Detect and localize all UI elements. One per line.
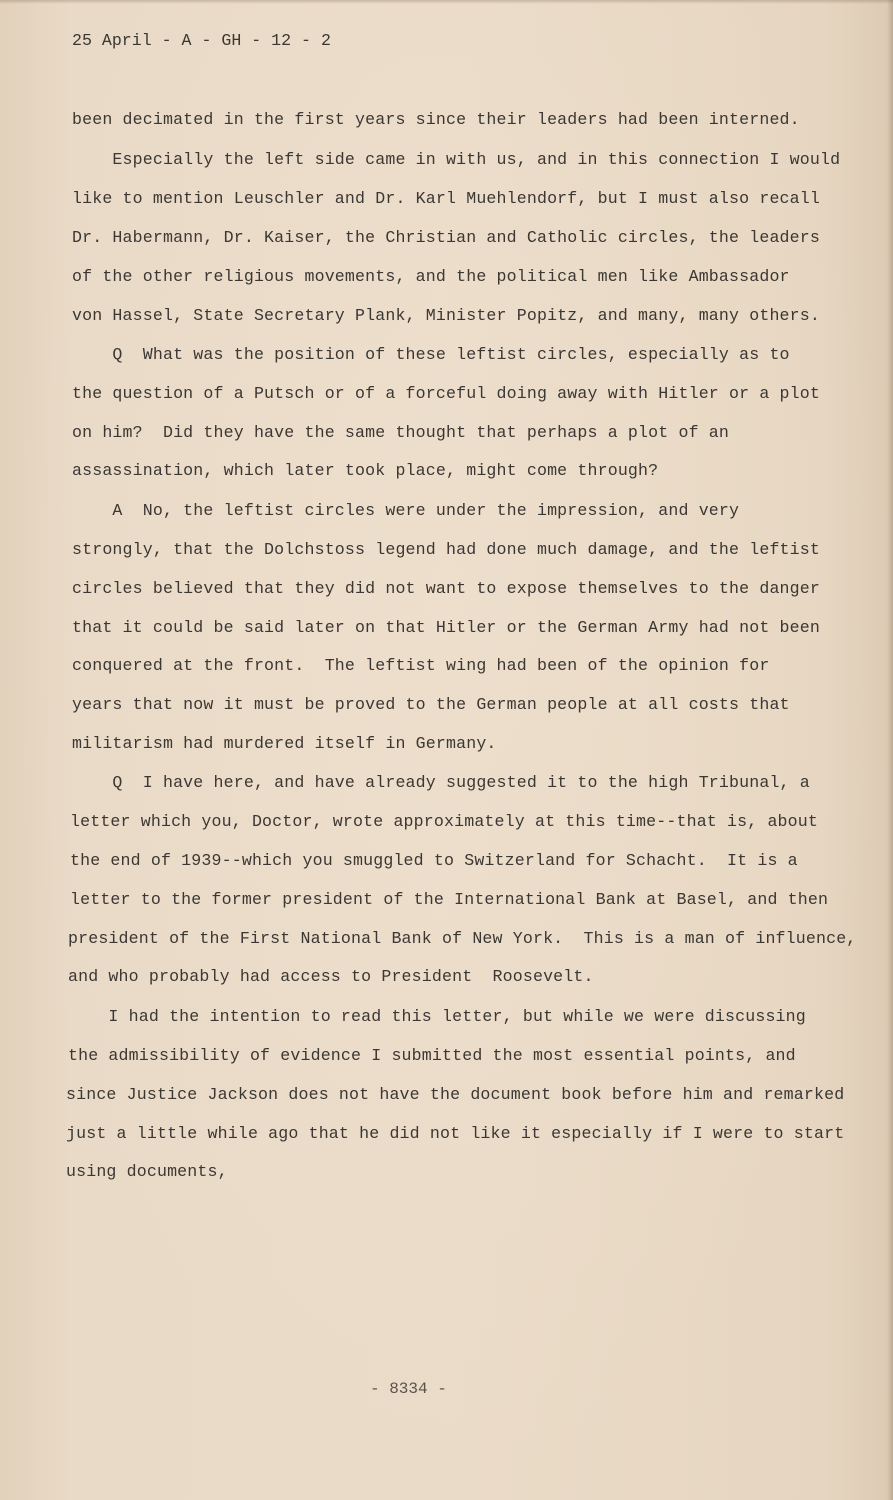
page-header: 25 April - A - GH - 12 - 2 <box>72 31 331 50</box>
page-right-edge <box>887 0 893 1500</box>
text-line: I had the intention to read this letter, but while we were discussing <box>68 1007 806 1026</box>
page-number: - 8334 - <box>370 1380 447 1398</box>
text-line: the admissibility of evidence I submitted the most essential points, and <box>68 1046 796 1065</box>
text-line: militarism had murdered itself in Germany. <box>72 734 497 753</box>
text-line: and who probably had access to President Roosevelt. <box>68 967 594 986</box>
text-line: like to mention Leuschler and Dr. Karl Muehlendorf, but I must also recall <box>72 189 820 208</box>
text-line: Q What was the position of these leftist circles, especially as to <box>72 345 790 364</box>
text-line: conquered at the front. The leftist wing had been of the opinion for <box>72 656 770 675</box>
text-line: of the other religious movements, and the political men like Ambassador <box>72 267 790 286</box>
text-line: on him? Did they have the same thought that perhaps a plot of an <box>72 423 730 442</box>
text-line: just a little while ago that he did not like it especially if I were to start <box>66 1124 845 1143</box>
text-line: using documents, <box>66 1162 228 1181</box>
text-line: Especially the left side came in with us, and in this connection I would <box>72 150 841 169</box>
text-line: years that now it must be proved to the German people at all costs that <box>72 695 790 714</box>
text-line: that it could be said later on that Hitler or the German Army had not been <box>72 618 820 637</box>
text-line: assassination, which later took place, might come through? <box>72 461 659 480</box>
text-line: letter which you, Doctor, wrote approximately at this time--that is, about <box>70 812 818 831</box>
text-line: letter to the former president of the International Bank at Basel, and then <box>70 890 829 909</box>
text-line: circles believed that they did not want to expose themselves to the danger <box>72 579 820 598</box>
text-line: Dr. Habermann, Dr. Kaiser, the Christian and Catholic circles, the leaders <box>72 228 820 247</box>
text-line: since Justice Jackson does not have the document book before him and remarked <box>66 1085 845 1104</box>
text-line: president of the First National Bank of New York. This is a man of influence, <box>68 929 857 948</box>
text-line: the end of 1939--which you smuggled to Switzerland for Schacht. It is a <box>70 851 798 870</box>
text-line: been decimated in the first years since their leaders had been interned. <box>72 110 800 129</box>
text-line: strongly, that the Dolchstoss legend had done much damage, and the leftist <box>72 540 820 559</box>
text-line: von Hassel, State Secretary Plank, Minister Popitz, and many, many others. <box>72 306 820 325</box>
text-line: A No, the leftist circles were under the impression, and very <box>72 501 740 520</box>
page-top-edge <box>0 0 893 4</box>
text-line: the question of a Putsch or of a forceful doing away with Hitler or a plot <box>72 384 820 403</box>
text-line: Q I have here, and have already suggested it to the high Tribunal, a <box>72 773 810 792</box>
